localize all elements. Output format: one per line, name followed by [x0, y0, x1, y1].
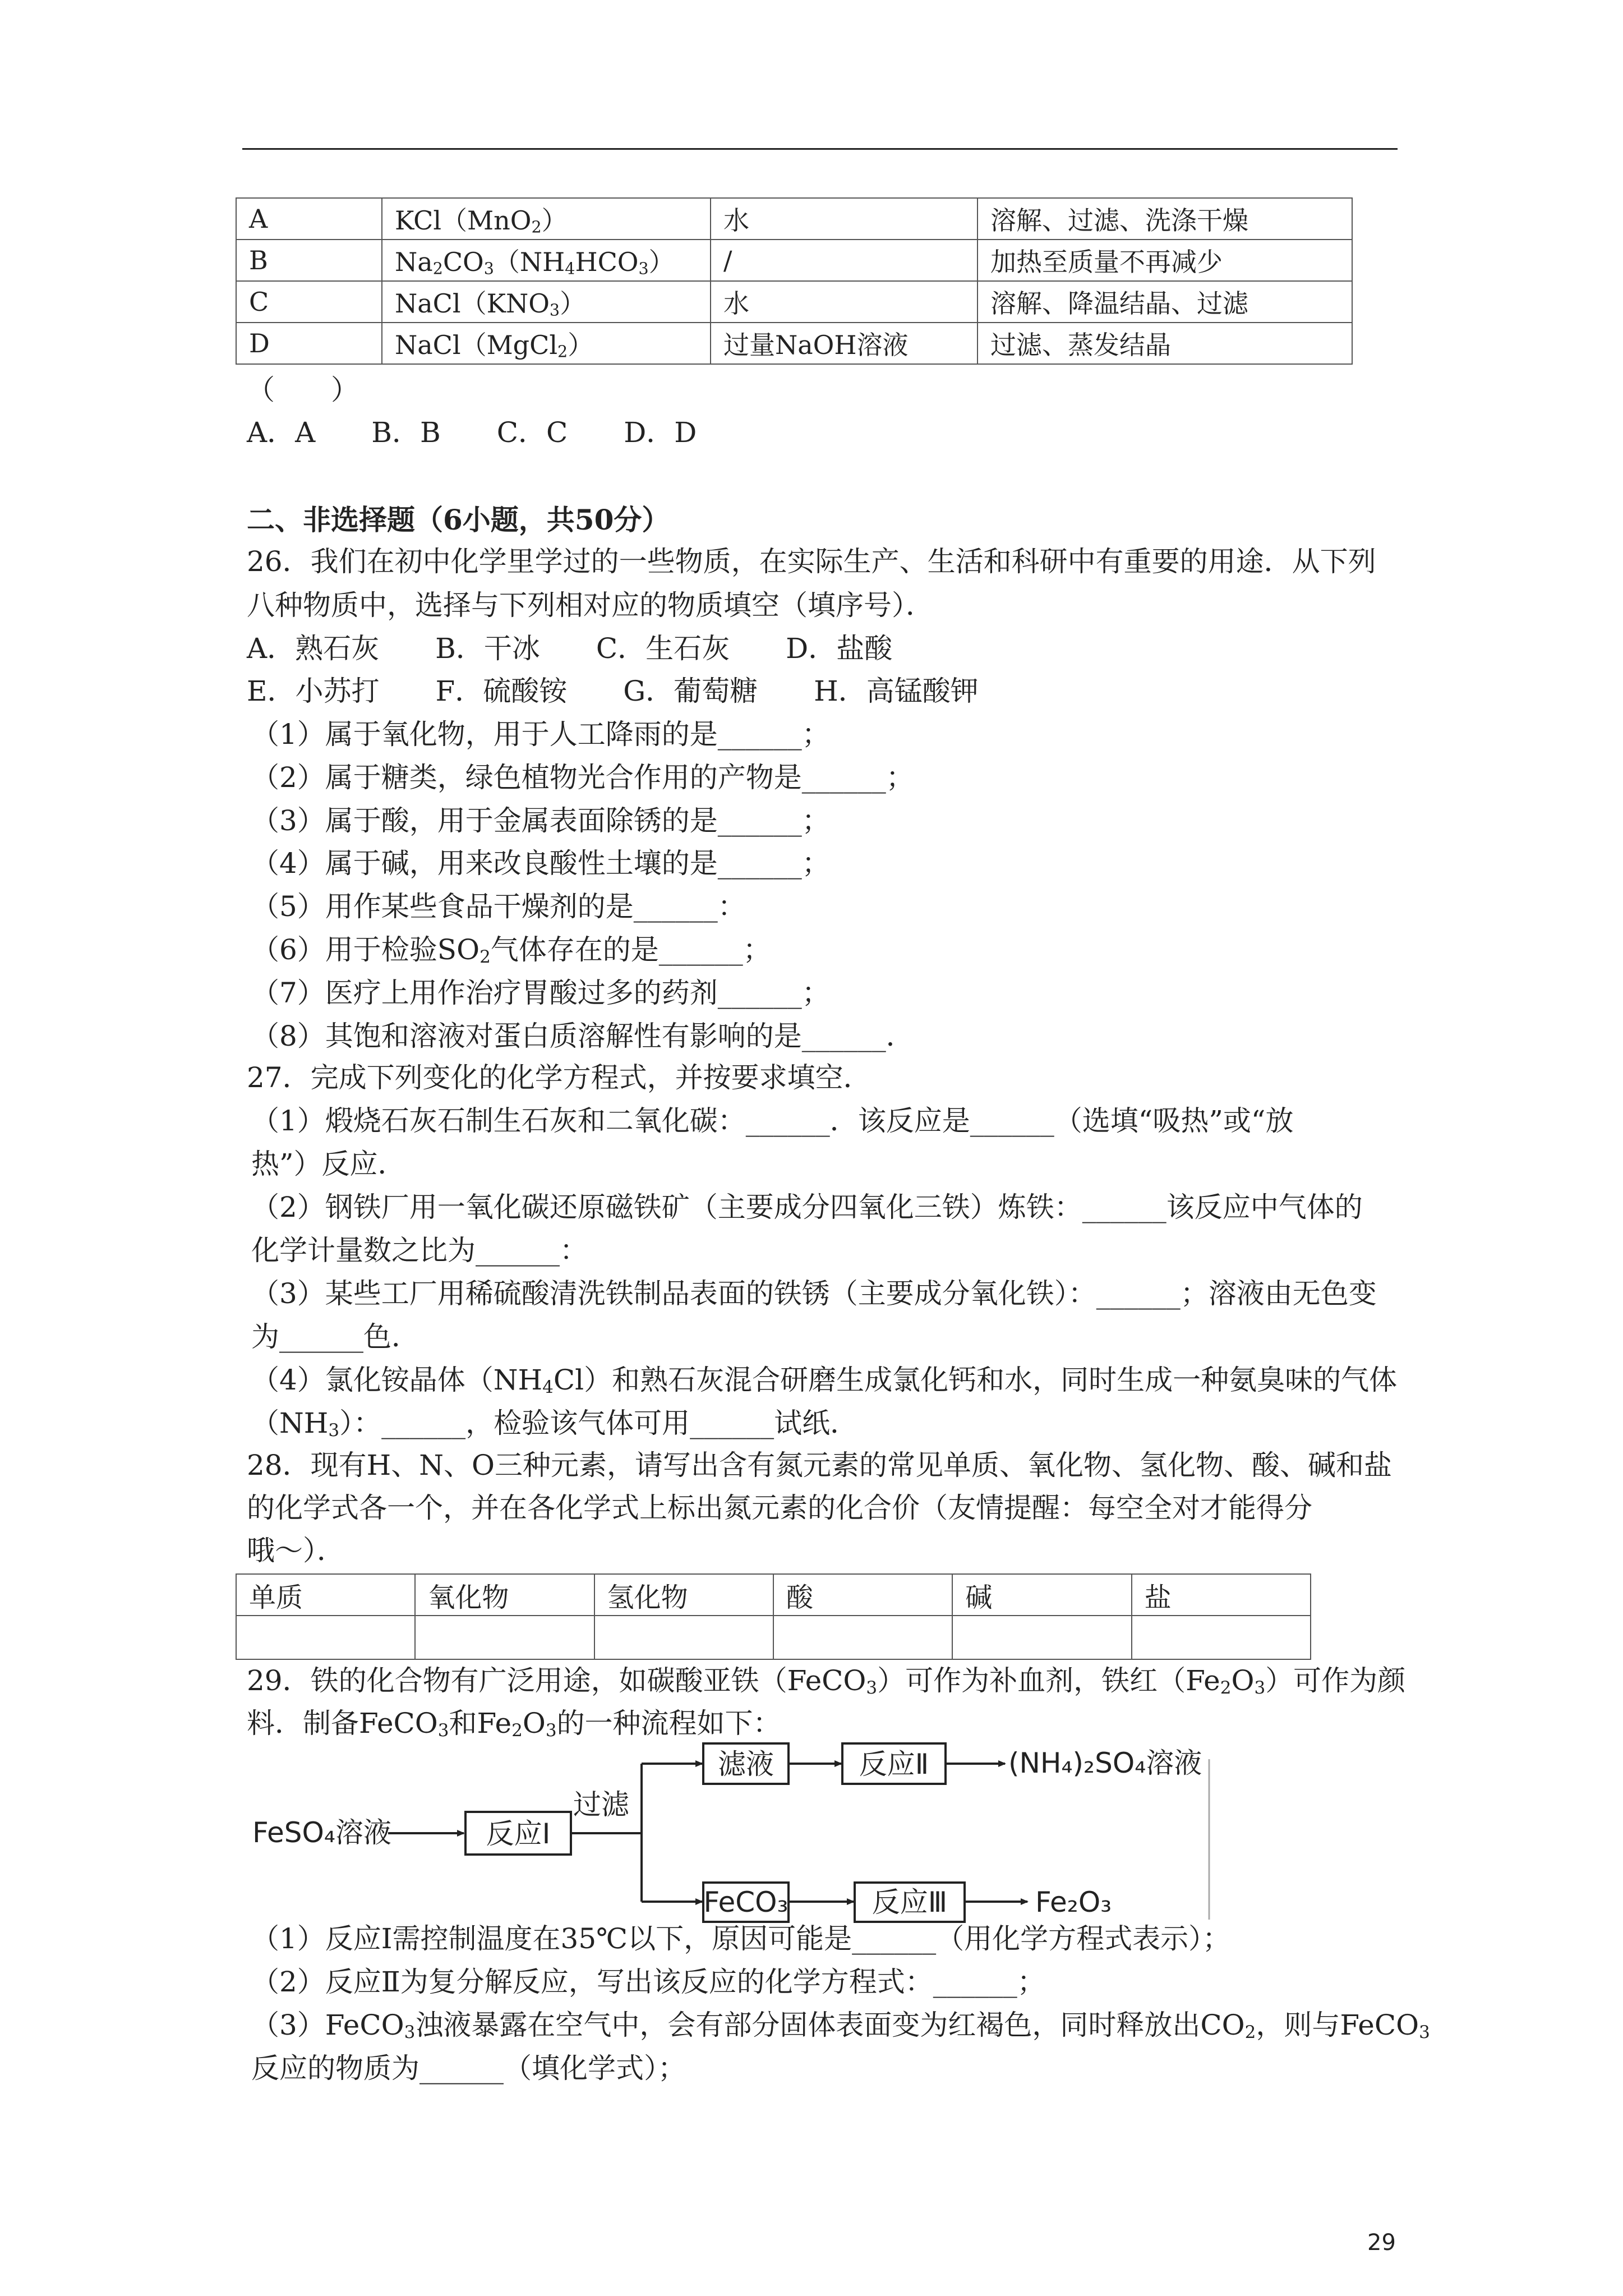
q26-item-3: （3）属于酸，用于金属表面除锈的是______；: [251, 804, 830, 837]
flow-feco3-label: FeCO₃: [703, 1886, 789, 1918]
table-row: [236, 281, 1352, 323]
nitrogen-compounds-table: [236, 1573, 1311, 1660]
column-header: 酸: [773, 1574, 952, 1616]
column-header: 盐: [1132, 1574, 1311, 1616]
header-rule: [242, 148, 1398, 150]
answer-cell[interactable]: [773, 1616, 952, 1659]
column-header: 碱: [952, 1574, 1131, 1616]
reagent-cell: /: [711, 240, 978, 281]
answer-cell[interactable]: [415, 1616, 594, 1659]
q27-line-7: （4）氯化铵晶体$(NH_4Cl)$和熟石灰混合研磨生成氯化钙和水，同时生成一种氨臭味的气体: [251, 1364, 1398, 1398]
q27-line-4: 化学计量数之比为______：: [251, 1234, 588, 1267]
table-row: [236, 198, 1352, 240]
table-row: [236, 323, 1352, 364]
table-row: [236, 240, 1352, 281]
q29-stem-line1: 29．铁的化合物有广泛用途，如碳酸亚铁（FeCO$_3$）可作为补血剂，铁红$(Fe_2O_3)$可作为颜: [247, 1664, 1406, 1699]
method-cell: 溶解、降温结晶、过滤: [978, 281, 1352, 323]
q26-item-4: （4）属于碱，用来改良酸性土壤的是______；: [251, 847, 830, 880]
column-header: 氢化物: [594, 1574, 773, 1616]
q29-stem-line2: 料．制备FeCO$_3$和$Fe_2O_3$的一种流程如下：: [247, 1707, 781, 1741]
q26-item-5: （5）用作某些食品干燥剂的是______：: [251, 890, 746, 923]
q29-item-3: （3）FeCO$_3$浊液暴露在空气中，会有部分固体表面变为红褐色，同时释放出$CO_2$，则与FeCO$_3$: [251, 2009, 1430, 2043]
q26-options-line1: A．熟石灰 B．干冰 C．生石灰 D．盐酸: [247, 632, 893, 665]
q27-line-3: （2）钢铁厂用一氧化碳还原磁铁矿（主要成分四氧化三铁）炼铁：______该反应中气体的: [251, 1191, 1363, 1223]
q28-stem-line2: 的化学式各一个，并在各化学式上标出氮元素的化合价（友情提醒：每空全对才能得分: [247, 1492, 1312, 1524]
q26-item-8: （8）其饱和溶液对蛋白质溶解性有影响的是______．: [251, 1019, 914, 1052]
option-cell: D: [236, 323, 382, 364]
flow-start-label: FeSO₄溶液: [252, 1816, 391, 1849]
section-2-title: 二、非选择题（6小题，共50分）: [247, 503, 670, 536]
separation-table: [236, 197, 1353, 365]
q29-item-1: （1）反应Ⅰ需控制温度在35℃以下，原因可能是______（用化学方程式表示）；: [251, 1922, 1231, 1955]
flow-output-top-label: (NH₄)₂SO₄溶液: [1008, 1747, 1202, 1779]
q25-choices: A．A B．B C．C D．D: [247, 416, 697, 449]
process-flow-diagram: [242, 1742, 1229, 1927]
option-cell: A: [236, 198, 382, 240]
flow-output-bottom-label: Fe₂O₃: [1035, 1886, 1112, 1918]
method-cell: 加热至质量不再减少: [978, 240, 1352, 281]
substance-cell: NaCl（MgCl$_2$）: [382, 323, 711, 364]
q29-item-4: 反应的物质为______（填化学式）；: [251, 2052, 686, 2085]
q26-item-1: （1）属于氧化物，用于人工降雨的是______；: [251, 718, 830, 751]
flow-reaction-2-label: 反应Ⅱ: [859, 1748, 929, 1780]
flow-reaction-3-label: 反应Ⅲ: [872, 1886, 948, 1918]
flow-filtrate-label: 滤液: [718, 1748, 774, 1780]
method-cell: 过滤、蒸发结晶: [978, 323, 1352, 364]
substance-cell: $Na_2CO_3(NH_4HCO_3)$: [382, 240, 711, 281]
reagent-cell: 过量NaOH溶液: [711, 323, 978, 364]
q28-stem-line3: 哦～）．: [247, 1534, 345, 1567]
substance-cell: KCl（MnO$_2$）: [382, 198, 711, 240]
q27-stem: 27．完成下列变化的化学方程式，并按要求填空．: [247, 1061, 872, 1094]
reagent-cell: 水: [711, 281, 978, 323]
q27-line-5: （3）某些工厂用稀硫酸清洗铁制品表面的铁锈（主要成分氧化铁）：______；溶液由无色变: [251, 1277, 1377, 1310]
q28-stem-line1: 28．现有H、N、O三种元素，请写出含有氮元素的常见单质、氧化物、氢化物、酸、碱和盐: [247, 1449, 1392, 1481]
answer-cell[interactable]: [236, 1616, 415, 1659]
q26-options-line2: E．小苏打 F．硫酸铵 G．葡萄糖 H．高锰酸钾: [247, 675, 979, 707]
option-cell: B: [236, 240, 382, 281]
flow-reaction-1-label: 反应Ⅰ: [486, 1818, 551, 1850]
answer-cell[interactable]: [952, 1616, 1131, 1659]
q25-blank: （ ）: [247, 374, 359, 406]
q27-line-8: $(NH_3)$：______，检验该气体可用______试纸．: [251, 1407, 859, 1441]
column-header: 氧化物: [415, 1574, 594, 1616]
answer-row: [236, 1616, 1311, 1659]
q27-line-6: 为______色．: [251, 1320, 419, 1353]
q26-stem-line1: 26．我们在初中化学里学过的一些物质，在实际生产、生活和科研中有重要的用途．从下列: [247, 545, 1376, 578]
column-header: 单质: [236, 1574, 415, 1616]
method-cell: 溶解、过滤、洗涤干燥: [978, 198, 1352, 240]
answer-cell[interactable]: [1132, 1616, 1311, 1659]
q26-item-6: （6）用于检验$SO_2$气体存在的是______；: [251, 933, 771, 968]
q27-line-1: （1）煅烧石灰石制生石灰和二氧化碳：______．该反应是______（选填“吸热”或“放: [251, 1105, 1294, 1137]
answer-cell[interactable]: [594, 1616, 773, 1659]
flow-filter-label: 过滤: [573, 1788, 629, 1821]
table-header-row: [236, 1574, 1311, 1616]
q29-item-2: （2）反应Ⅱ为复分解反应，写出该反应的化学方程式：______；: [251, 1966, 1045, 1998]
option-cell: C: [236, 281, 382, 323]
page-number: 29: [1367, 2230, 1396, 2256]
q26-item-2: （2）属于糖类，绿色植物光合作用的产物是______；: [251, 761, 914, 794]
q26-item-7: （7）医疗上用作治疗胃酸过多的药剂______；: [251, 976, 830, 1009]
q27-line-2: 热”）反应．: [251, 1148, 406, 1180]
reagent-cell: 水: [711, 198, 978, 240]
substance-cell: $NaCl(KNO_3)$: [382, 281, 711, 323]
q26-stem-line2: 八种物质中，选择与下列相对应的物质填空（填序号）．: [247, 589, 934, 622]
